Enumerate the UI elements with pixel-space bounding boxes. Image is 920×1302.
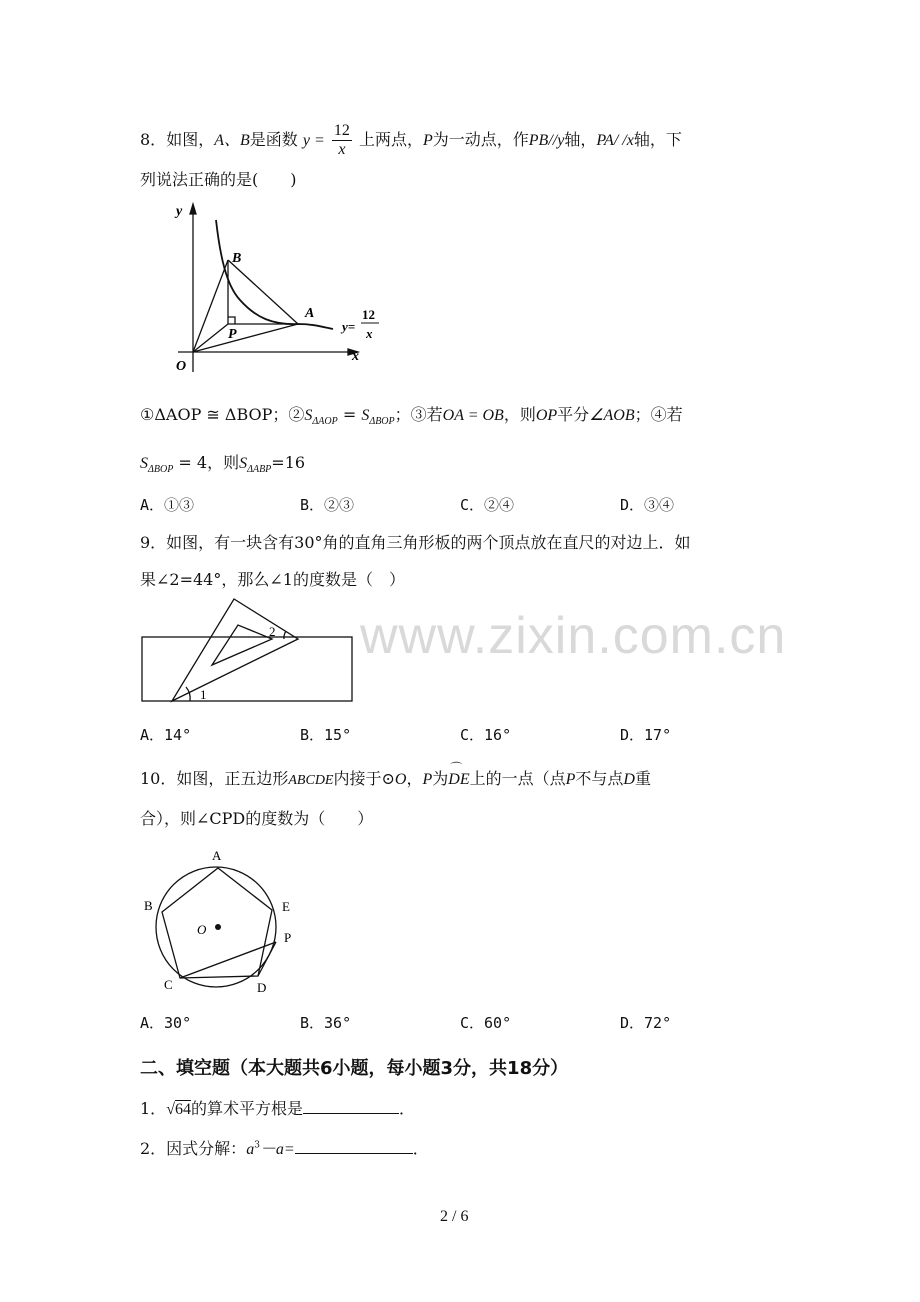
q9-option-b[interactable]: B．15° (300, 726, 352, 744)
q8-option-a[interactable]: A．①③ (140, 496, 195, 514)
fig10-D-label: D (257, 980, 267, 995)
fig10-O-label: O (197, 922, 207, 937)
arc-de: ⌒ DE (448, 771, 469, 789)
q10-option-c[interactable]: C．60° (460, 1014, 512, 1032)
q9-line2: 果∠2=44°，那么∠1的度数是（ ） (140, 570, 405, 589)
fig10-C-label: C (164, 977, 173, 992)
q8-option-b[interactable]: B．②③ (300, 496, 355, 514)
q9-figure (138, 595, 358, 710)
q8-statements-line1: ①ΔAOP ≅ ΔBOP；$②S_{\Delta AOP} = S_{\Delta BOP}$；③若OA = OB，则OP平分∠AOB；④若 (140, 405, 683, 427)
fig8-B-label: B (232, 251, 242, 266)
answer-blank-1[interactable] (303, 1099, 399, 1114)
fig8-P-label: P (228, 327, 237, 342)
fig8-O-label: O (176, 359, 187, 374)
q10-figure (140, 842, 310, 1002)
q8-fraction: $\frac{12}{x}$ (333, 122, 350, 158)
fill-question-1: 1．√64的算术平方根是 ． (140, 1099, 415, 1118)
q10-option-b[interactable]: B．36° (300, 1014, 352, 1032)
fig10-A-label: A (212, 848, 222, 863)
q9-line1: 9．如图，有一块含有30°角的直角三角形板的两个顶点放在直尺的对边上．如 (140, 533, 691, 552)
fig9-angle2-label: 2 (269, 624, 276, 639)
fig10-E-label: E (282, 899, 290, 914)
q9-option-a[interactable]: A．14° (140, 726, 192, 744)
fig8-curve-num: 12 (362, 307, 375, 322)
fill-question-2: 2．因式分解：$a^3-a=$ ． (140, 1139, 429, 1158)
q8-figure (168, 200, 398, 375)
q10-line2: 合），则∠CPD的度数为（ ） (140, 809, 374, 828)
q8-option-c[interactable]: C．②④ (460, 496, 515, 514)
center-point (215, 924, 221, 930)
sqrt-sign: √ (166, 1101, 175, 1118)
fig8-A-label: A (305, 306, 315, 321)
fig8-y-label: y (176, 204, 183, 219)
fig10-P-label: P (284, 930, 292, 945)
page-number: 2 / 6 (440, 1208, 469, 1225)
q10-option-a[interactable]: A．30° (140, 1014, 192, 1032)
q8-option-d[interactable]: D．③④ (620, 496, 675, 514)
fig10-B-label: B (144, 898, 153, 913)
q10-option-d[interactable]: D．72° (620, 1014, 672, 1032)
fig8-curve-label: y= (342, 319, 356, 334)
fig8-x-label: x (352, 349, 359, 364)
watermark: www.zixin.com.cn (360, 607, 787, 665)
fig9-angle1-label: 1 (200, 687, 207, 702)
q8-line1: 8．如图，A、B是函数 y = $\frac{12}{x}$ 上两点，P为一动点，作PB//y轴，PA/ /x轴，下 (140, 122, 682, 158)
fig8-curve-den: x (366, 326, 373, 341)
q8-line2: 列说法正确的是( ) (140, 170, 297, 189)
q10-line1: 10．如图，正五边形ABCDE内接于⊙O，P为⌒ DE上的一点（点P不与点D重 (140, 766, 651, 789)
section-fill-in-title: 二、填空题（本大题共6小题，每小题3分，共18分） (140, 1058, 569, 1079)
q9-option-c[interactable]: C．16° (460, 726, 512, 744)
q8-statements-line2: $S_{\Delta BOP} = 4$，则$S_{\Delta ABP}=16$ (140, 453, 306, 475)
answer-blank-2[interactable] (295, 1139, 413, 1154)
q9-option-d[interactable]: D．17° (620, 726, 672, 744)
